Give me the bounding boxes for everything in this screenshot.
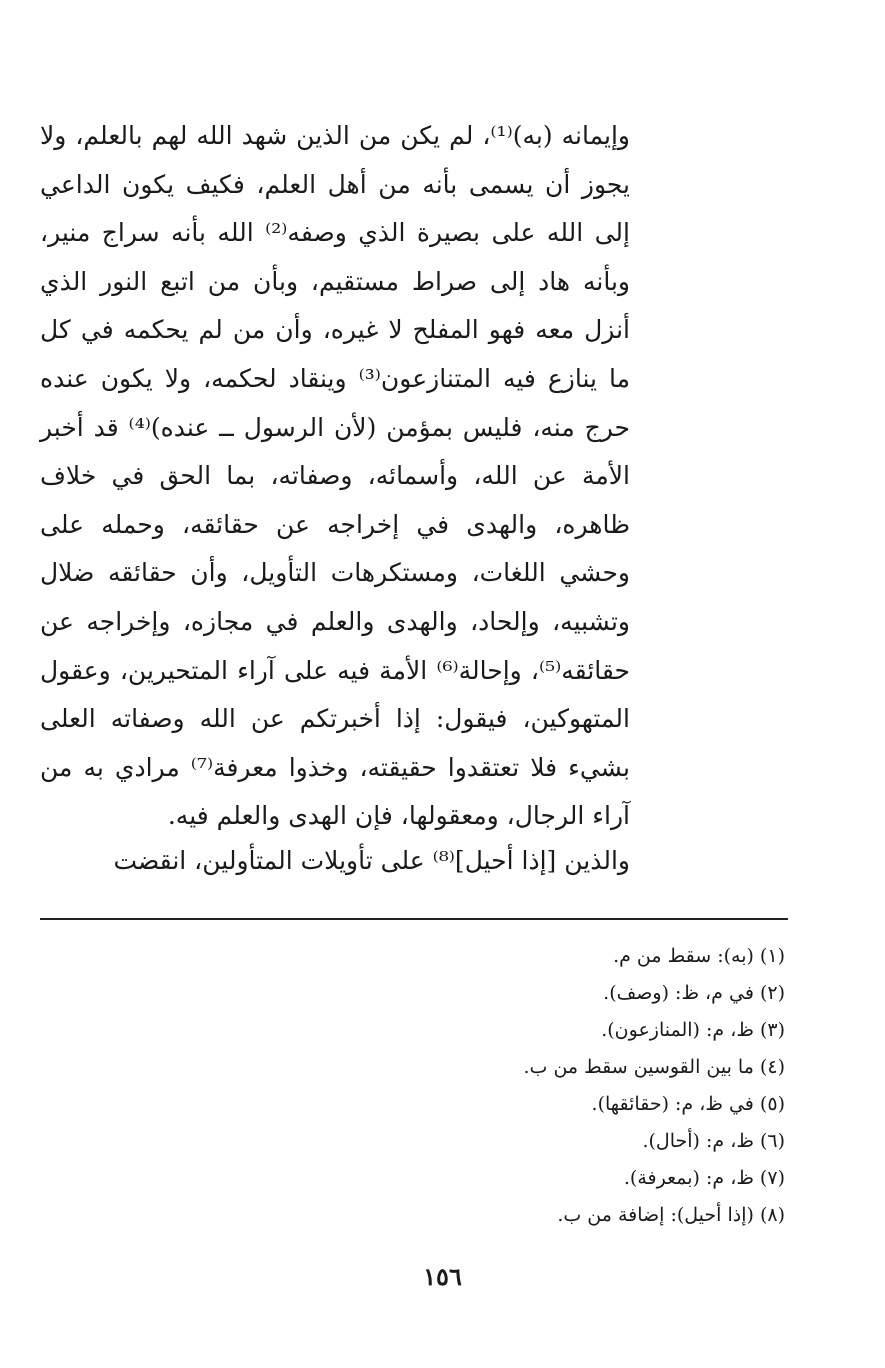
footnote-item: (٤) ما بين القوسين سقط من ب. [523,1056,785,1078]
footnote-item: (٦) ظ، م: (أحال). [642,1130,785,1152]
footnotes-list [285,938,785,1234]
footnote-item: (٥) في ظ، م: (حقائقها). [591,1093,785,1115]
footnote-item: (١) (به): سقط من م. [613,945,785,967]
footnote-item: (٨) (إذا أحيل): إضافة من ب. [557,1204,785,1226]
page-number: ١٥٦ [423,1262,462,1291]
footnote-item: (٣) ظ، م: (المنازعون). [601,1019,785,1041]
footnote-divider [40,918,788,920]
footnote-item: (٧) ظ، م: (بمعرفة). [623,1167,785,1189]
footnote-item: (٢) في م، ظ: (وصف). [603,982,785,1004]
main-paragraph: وإيمانه (به)⁽¹⁾، لم يكن من الذين شهد الله لهم بالعلم، ولا يجوز أن يسمى بأنه من أهل العلم، فكيف يكون الداعي إلى الله على بصيرة الذي وصفه⁽²⁾ الله بأنه سراج منير، وبأنه هاد إلى صراط مستقيم، وبأن من اتبع النور الذي أنزل معه فهو المفلح لا غيره، وأن من لم يحكمه في كل ما ينازع فيه المتنازعون⁽³⁾ وينقاد لحكمه، ولا يكون عنده حرج منه، فليس بمؤمن (لأن الرسول ــ عنده)⁽⁴⁾ قد أخبر الأمة عن الله، وأسمائه، وصفاته، بما الحق في خلاف ظاهره، والهدى في إخراجه عن حقائقه، وحمله على وحشي اللغات، ومستكرهات التأويل، وأن حقائقه ضلال وتشبيه، وإلحاد، والهدى والعلم في مجازه، وإخراجه عن حقائقه⁽⁵⁾، وإحالة⁽⁶⁾ الأمة فيه على آراء المتحيرين، وعقول المتهوكين، فيقول: إذا أخبرتكم عن الله وصفاته العلى بشيء فلا تعتقدوا حقيقته، وخذوا معرفة⁽⁷⁾ مرادي به من آراء الرجال، ومعقولها، فإن الهدى والعلم فيه. [40,121,631,831]
continuing-paragraph: والذين [إذا أحيل]⁽⁸⁾ على تأويلات المتأولين، انقضت [113,846,630,875]
